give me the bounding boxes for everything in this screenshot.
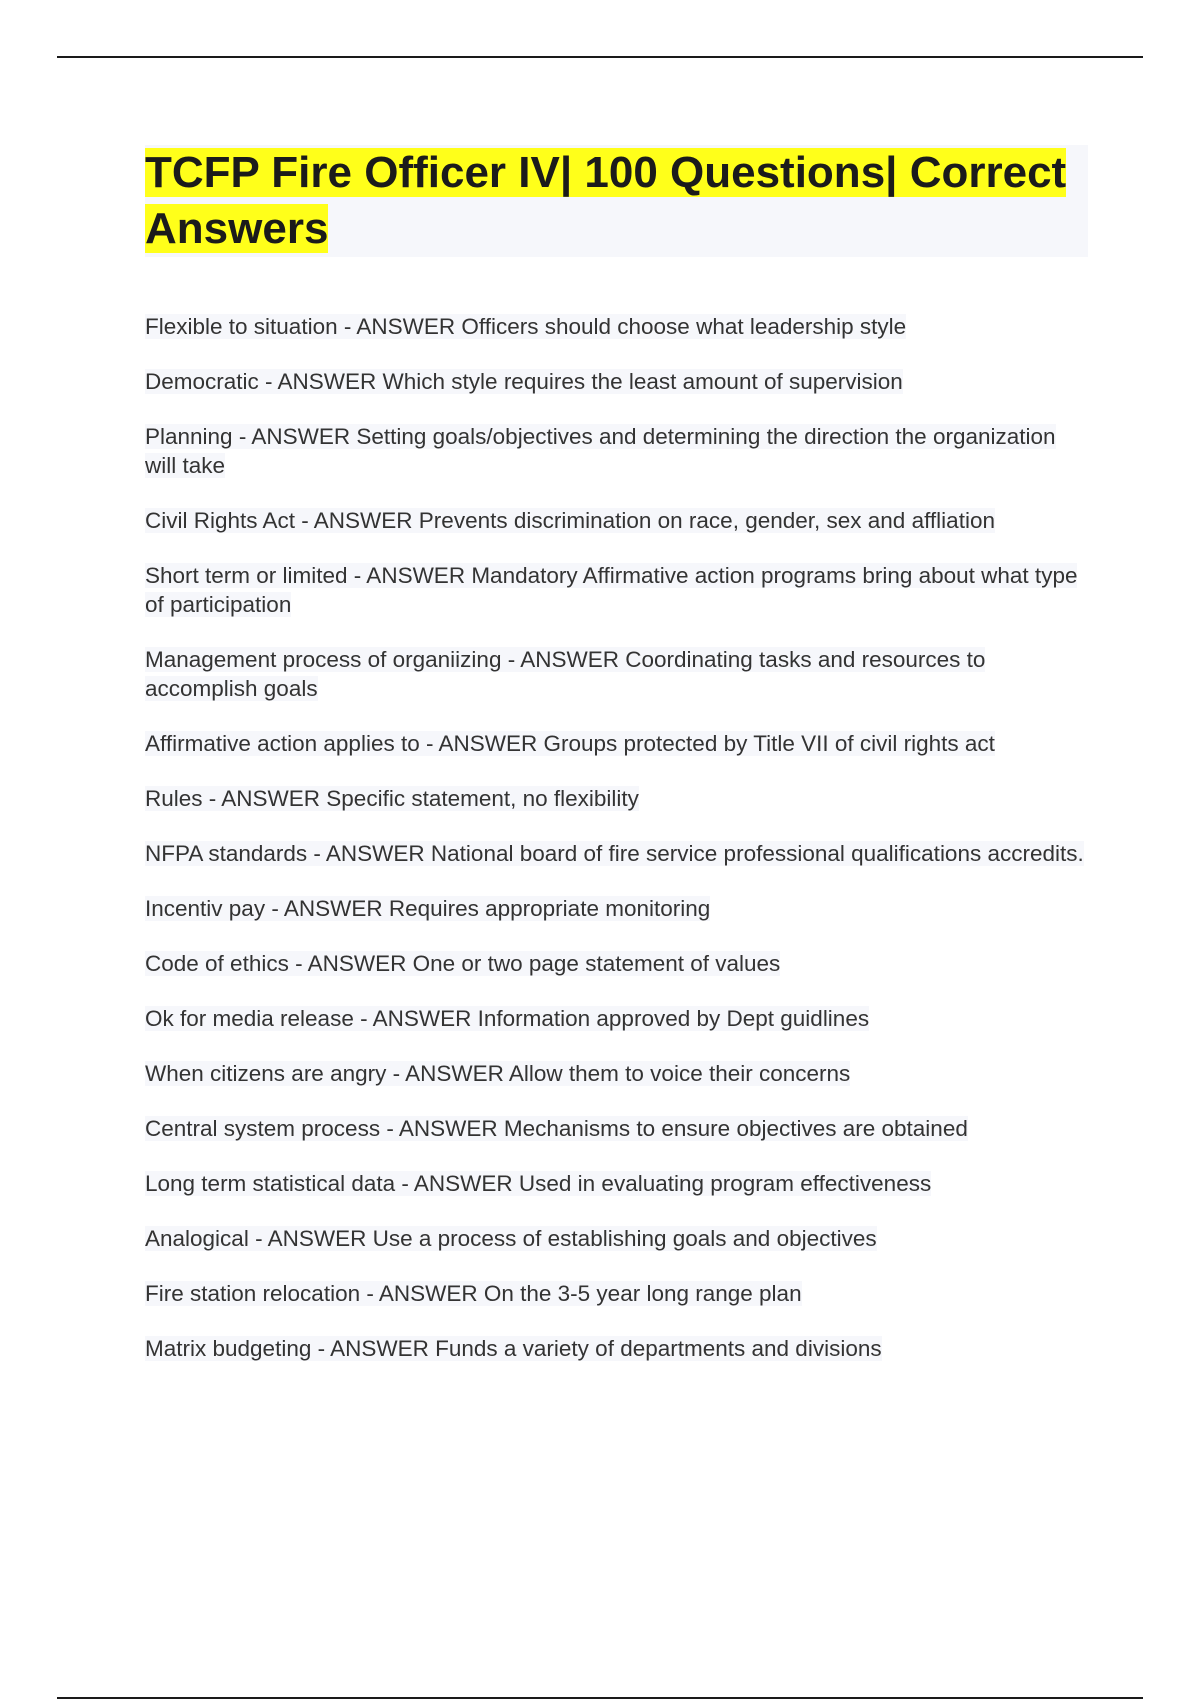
qa-item (145, 729, 1085, 758)
qa-item (145, 1169, 1085, 1198)
qa-text: Code of ethics - ANSWER One or two page statement of values (145, 951, 781, 976)
qa-item (145, 784, 1085, 813)
qa-text: Central system process - ANSWER Mechanisms to ensure objectives are obtained (145, 1116, 968, 1141)
qa-item (145, 645, 1085, 703)
qa-text: Civil Rights Act - ANSWER Prevents discrimination on race, gender, sex and affliation (145, 508, 995, 533)
qa-text: Rules - ANSWER Specific statement, no flexibility (145, 786, 639, 811)
qa-text: Management process of organiizing - ANSWER Coordinating tasks and resources to accomplish goals (145, 647, 986, 701)
title-block (145, 145, 1088, 257)
qa-item (145, 1004, 1085, 1033)
qa-item (145, 1224, 1085, 1253)
qa-item (145, 1279, 1085, 1308)
qa-item (145, 422, 1085, 480)
qa-text: Incentiv pay - ANSWER Requires appropriate monitoring (145, 896, 711, 921)
qa-item (145, 506, 1085, 535)
qa-item (145, 561, 1085, 619)
qa-item (145, 894, 1085, 923)
qa-text: Democratic - ANSWER Which style requires the least amount of supervision (145, 369, 903, 394)
qa-item (145, 367, 1085, 396)
qa-text: Short term or limited - ANSWER Mandatory Affirmative action programs bring about what type of participation (145, 563, 1078, 617)
qa-list (145, 312, 1085, 1389)
footer-rule (57, 1697, 1143, 1699)
qa-text: Affirmative action applies to - ANSWER Groups protected by Title VII of civil rights act (145, 731, 995, 756)
qa-text: Analogical - ANSWER Use a process of establishing goals and objectives (145, 1226, 877, 1251)
qa-text: Matrix budgeting - ANSWER Funds a variety of departments and divisions (145, 1336, 882, 1361)
document-title (145, 145, 1088, 257)
qa-text: When citizens are angry - ANSWER Allow them to voice their concerns (145, 1061, 851, 1086)
qa-item (145, 949, 1085, 978)
qa-text: NFPA standards - ANSWER National board of fire service professional qualifications accredits. (145, 841, 1084, 866)
document-title-text: TCFP Fire Officer IV| 100 Questions| Correct Answers (145, 148, 1067, 253)
qa-text: Ok for media release - ANSWER Information approved by Dept guidlines (145, 1006, 870, 1031)
qa-item (145, 839, 1085, 868)
header-rule (57, 56, 1143, 58)
qa-text: Planning - ANSWER Setting goals/objectives and determining the direction the organization will take (145, 424, 1056, 478)
qa-text: Long term statistical data - ANSWER Used in evaluating program effectiveness (145, 1171, 932, 1196)
qa-item (145, 1334, 1085, 1363)
qa-item (145, 312, 1085, 341)
qa-text: Fire station relocation - ANSWER On the 3-5 year long range plan (145, 1281, 802, 1306)
qa-item (145, 1059, 1085, 1088)
qa-text: Flexible to situation - ANSWER Officers should choose what leadership style (145, 314, 907, 339)
qa-item (145, 1114, 1085, 1143)
